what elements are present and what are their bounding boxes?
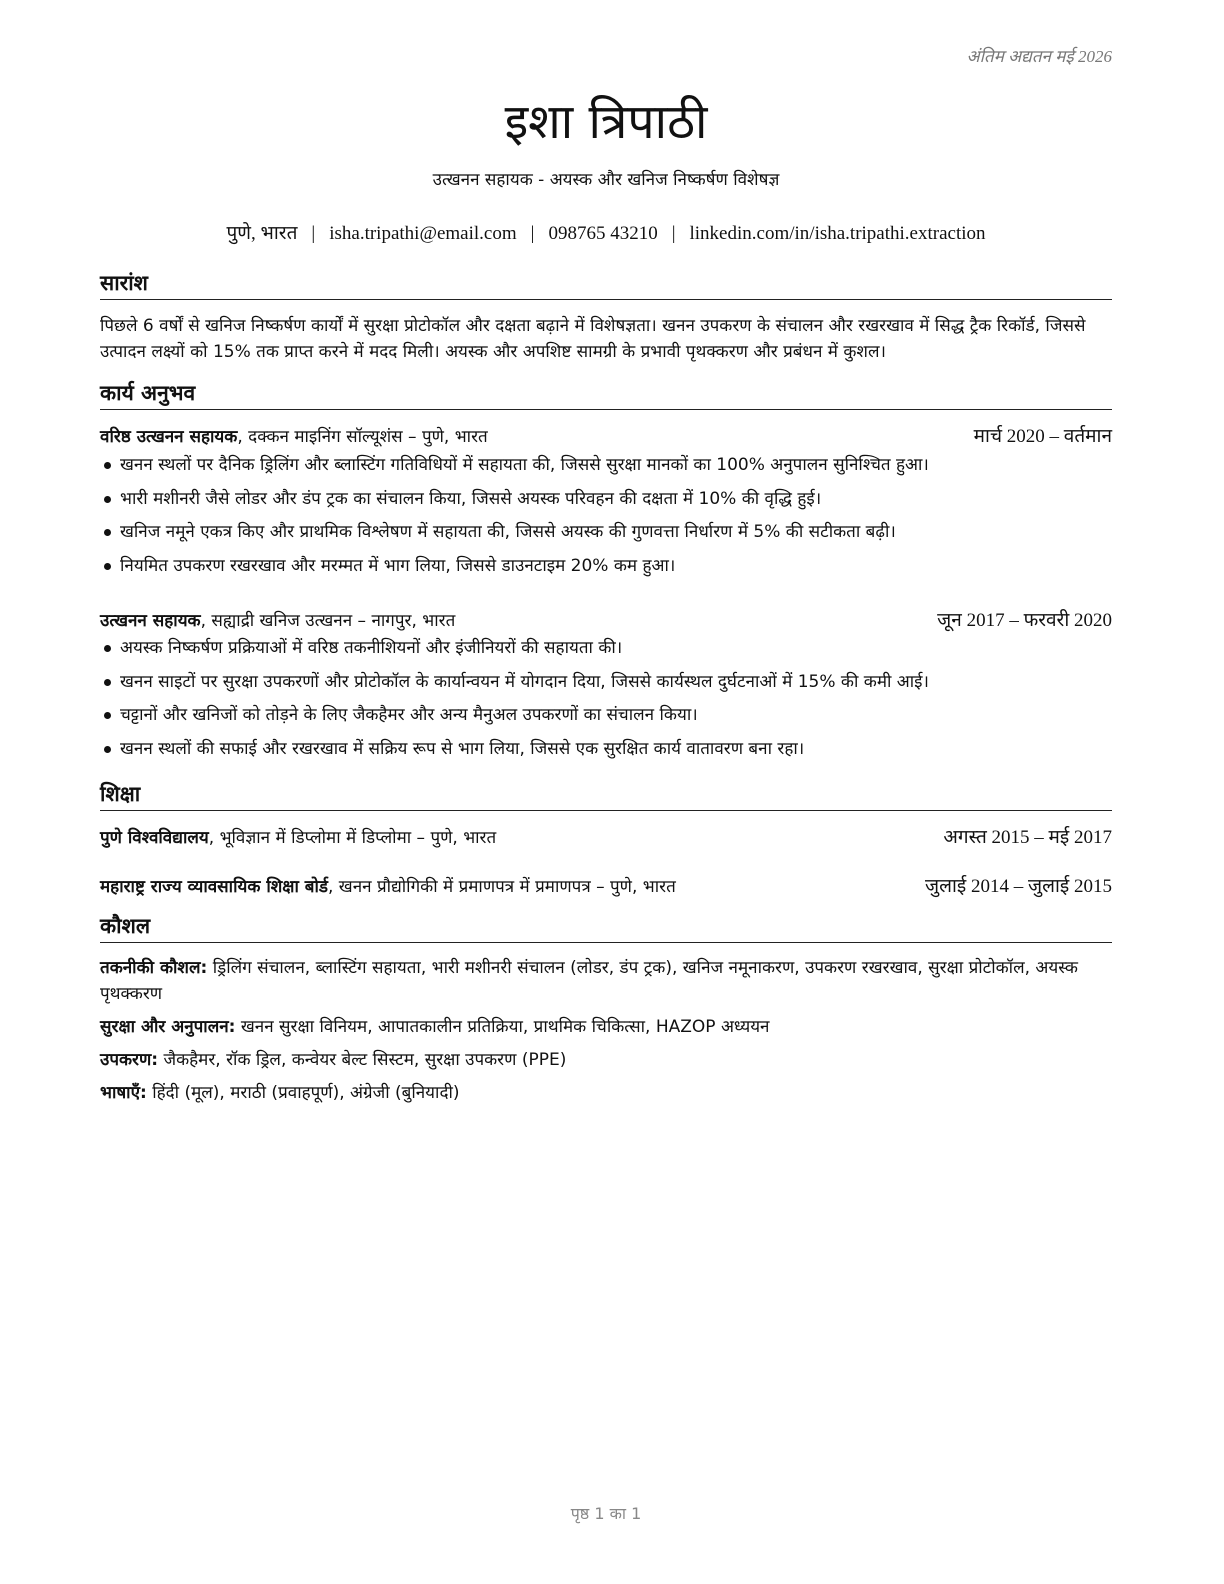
job-bullets <box>100 452 1112 586</box>
skill-label: भाषाएँ: <box>100 1083 147 1103</box>
contact-linkedin[interactable]: linkedin.com/in/isha.tripathi.extraction <box>689 223 986 244</box>
candidate-name: इशा त्रिपाठी <box>504 94 708 150</box>
skill-text: हिंदी (मूल), मराठी (प्रवाहपूर्ण), अंग्रेजी (बुनियादी) <box>146 1083 460 1103</box>
job-role: उत्खनन सहायक <box>100 611 201 631</box>
skill-label: उपकरण: <box>100 1050 159 1070</box>
separator: | <box>530 223 535 244</box>
section-title-experience: कार्य अनुभव <box>100 380 1112 410</box>
skill-label: तकनीकी कौशल: <box>100 958 208 978</box>
resume-page <box>100 0 1112 1584</box>
job-dates: मार्च 2020 – वर्तमान <box>973 426 1112 447</box>
contact-phone: 098765 43210 <box>548 223 658 244</box>
section-title-summary: सारांश <box>100 270 1112 300</box>
candidate-tagline: उत्खनन सहायक - अयस्क और खनिज निष्कर्षण विशेषज्ञ <box>432 170 780 190</box>
job-role: वरिष्ठ उत्खनन सहायक <box>100 427 238 447</box>
summary-text: पिछले 6 वर्षों से खनिज निष्कर्षण कार्यों में सुरक्षा प्रोटोकॉल और दक्षता बढ़ाने में विशेषज्ञता। खनन उपकरण के संचालन और रखरखाव में सिद्ध ट्रैक रिकॉर्ड, जिससे उत्पादन लक्ष्यों को 15% तक प्राप्त करने में मदद मिली। अयस्क और अपशिष्ट सामग्री के प्रभावी पृथक्करण और प्रबंधन में कुशल। <box>100 316 1086 362</box>
job-header <box>100 422 1112 448</box>
education-dates: अगस्त 2015 – मई 2017 <box>943 827 1112 848</box>
skill-line <box>100 1047 1112 1073</box>
education-school: पुणे विश्वविद्यालय <box>100 828 209 848</box>
education-school-detail <box>100 874 676 897</box>
last-updated: अंतिम अद्यतन मई 2026 <box>966 47 1112 66</box>
education-school: महाराष्ट्र राज्य व्यावसायिक शिक्षा बोर्ड <box>100 877 328 897</box>
job-title-org <box>100 424 488 447</box>
job-bullet: खनिज नमूने एकत्र किए और प्राथमिक विश्लेषण में सहायता की, जिससे अयस्क की गुणवत्ता निर्धारण में 5% की सटीकता बढ़ी। <box>100 519 1112 553</box>
job-bullet: भारी मशीनरी जैसे लोडर और डंप ट्रक का संचालन किया, जिससे अयस्क परिवहन की दक्षता में 10% की वृद्धि हुई। <box>100 486 1112 520</box>
skill-text: ड्रिलिंग संचालन, ब्लास्टिंग सहायता, भारी मशीनरी संचालन (लोडर, डंप ट्रक), खनिज नमूनाकरण, उपकरण रखरखाव, सुरक्षा प्रोटोकॉल, अयस्क पृथक्करण <box>100 958 1078 1004</box>
education-dates: जुलाई 2014 – जुलाई 2015 <box>925 876 1112 897</box>
skill-label: सुरक्षा और अनुपालन: <box>100 1017 236 1037</box>
job-title-org <box>100 608 455 631</box>
job-org: , सह्याद्री खनिज उत्खनन – नागपुर, भारत <box>200 611 456 631</box>
job-bullets <box>100 635 1112 769</box>
job-bullet: खनन साइटों पर सुरक्षा उपकरणों और प्रोटोकॉल के कार्यान्वयन में योगदान दिया, जिससे कार्यस्थल दुर्घटनाओं में 15% की कमी आई। <box>100 669 1112 703</box>
education-detail: , भूविज्ञान में डिप्लोमा में डिप्लोमा – पुणे, भारत <box>208 828 497 848</box>
skill-line <box>100 955 1112 1007</box>
job-org: , दक्कन माइनिंग सॉल्यूशंस – पुणे, भारत <box>237 427 488 447</box>
contact-location: पुणे, भारत <box>226 223 298 244</box>
education-detail: , खनन प्रौद्योगिकी में प्रमाणपत्र में प्रमाणपत्र – पुणे, भारत <box>328 877 676 897</box>
section-title-education: शिक्षा <box>100 781 1112 811</box>
job-bullet: खनन स्थलों पर दैनिक ड्रिलिंग और ब्लास्टिंग गतिविधियों में सहायता की, जिससे सुरक्षा मानकों का 100% अनुपालन सुनिश्चित हुआ। <box>100 452 1112 486</box>
separator: | <box>671 223 676 244</box>
skill-text: जैकहैमर, रॉक ड्रिल, कन्वेयर बेल्ट सिस्टम, सुरक्षा उपकरण (PPE) <box>158 1050 567 1070</box>
separator: | <box>311 223 316 244</box>
education-item <box>100 872 1112 898</box>
page-footer: पृष्ठ 1 का 1 <box>570 1504 642 1523</box>
education-school-detail <box>100 825 496 848</box>
skill-text: खनन सुरक्षा विनियम, आपातकालीन प्रतिक्रिया, प्राथमिक चिकित्सा, HAZOP अध्ययन <box>235 1017 770 1037</box>
contact-email[interactable]: isha.tripathi@email.com <box>329 223 517 244</box>
job-header <box>100 606 1112 632</box>
job-bullet: अयस्क निष्कर्षण प्रक्रियाओं में वरिष्ठ तकनीशियनों और इंजीनियरों की सहायता की। <box>100 635 1112 669</box>
job-bullet: खनन स्थलों की सफाई और रखरखाव में सक्रिय रूप से भाग लिया, जिससे एक सुरक्षित कार्य वातावरण बना रहा। <box>100 736 1112 770</box>
job-bullet: नियमित उपकरण रखरखाव और मरम्मत में भाग लिया, जिससे डाउनटाइम 20% कम हुआ। <box>100 553 1112 587</box>
education-item <box>100 823 1112 849</box>
job-bullet: चट्टानों और खनिजों को तोड़ने के लिए जैकहैमर और अन्य मैनुअल उपकरणों का संचालन किया। <box>100 702 1112 736</box>
section-title-skills: कौशल <box>100 913 1112 943</box>
contact-line <box>100 219 1112 245</box>
skill-line <box>100 1080 1112 1106</box>
skill-line <box>100 1014 1112 1040</box>
job-dates: जून 2017 – फरवरी 2020 <box>937 610 1112 631</box>
